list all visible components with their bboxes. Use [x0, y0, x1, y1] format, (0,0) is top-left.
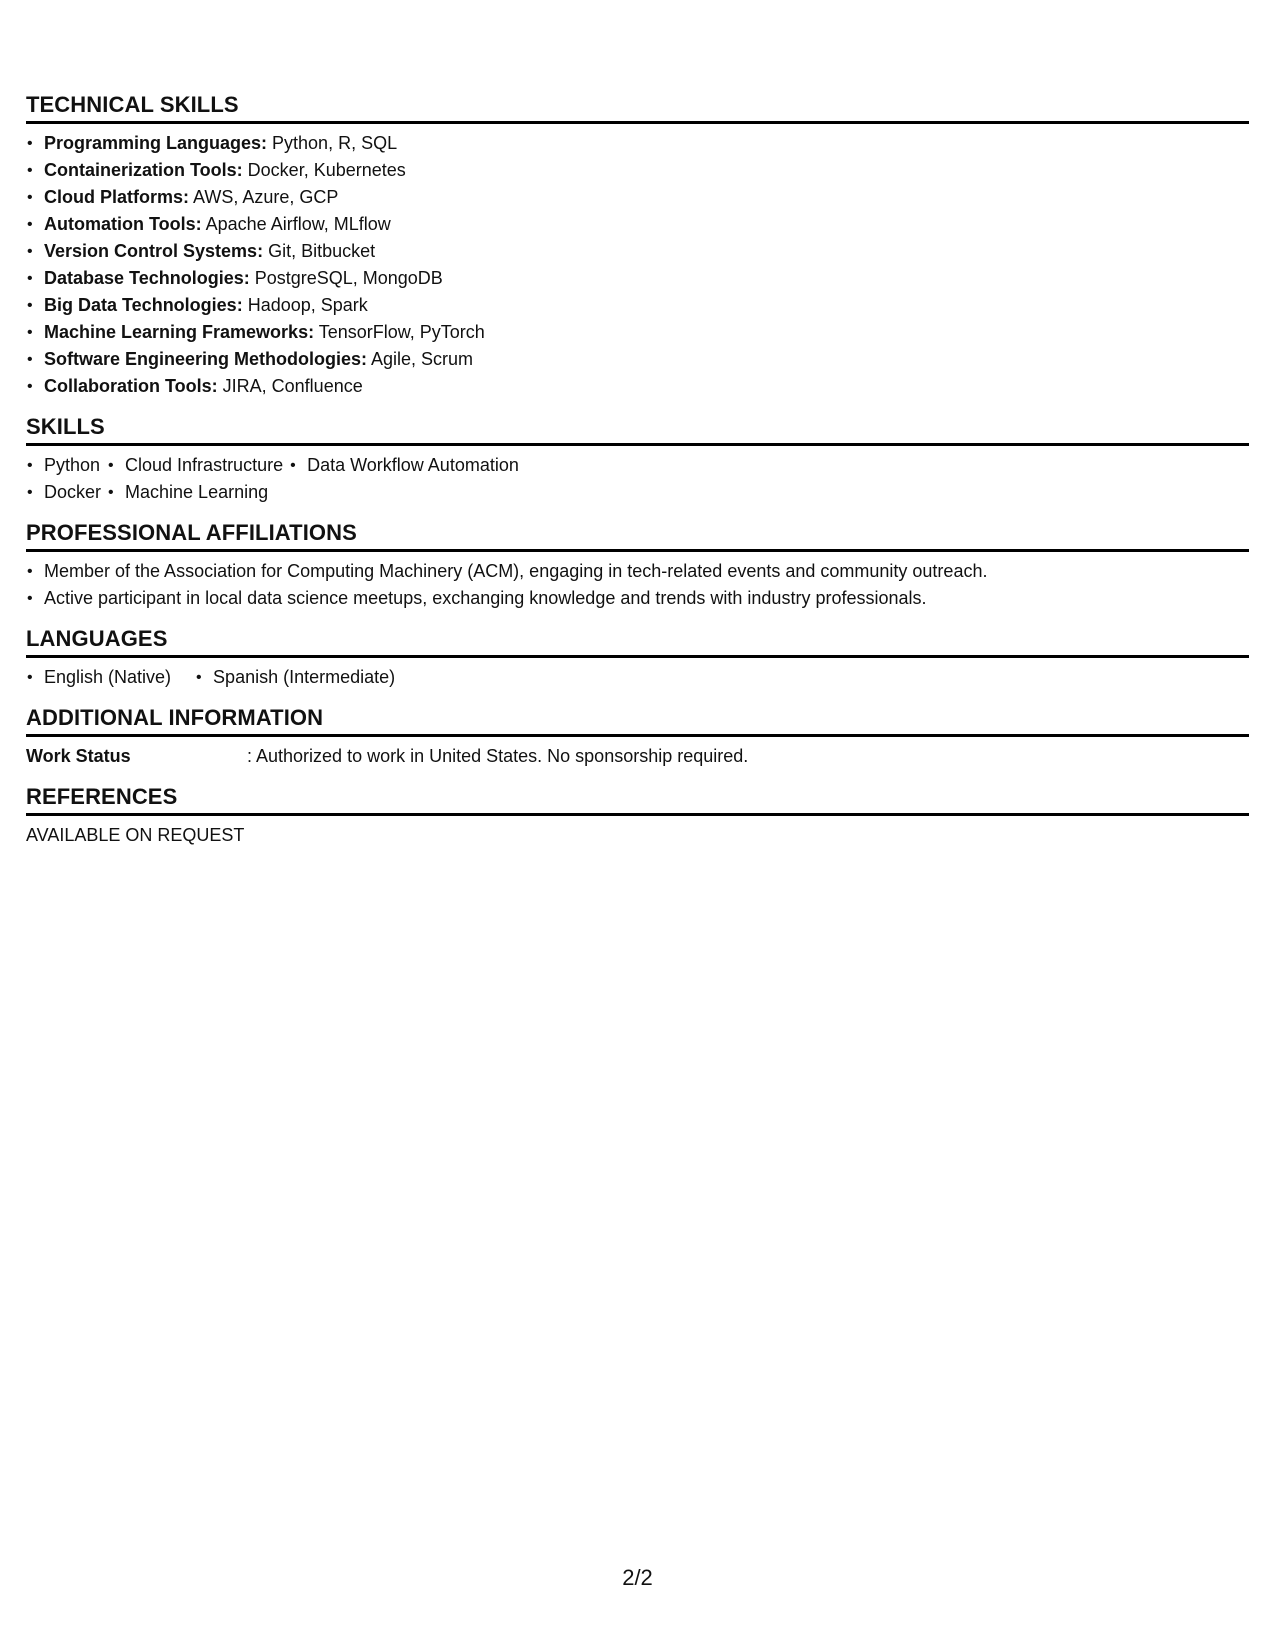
skill-category-value: JIRA, Confluence: [217, 376, 363, 396]
bullet-icon: •: [27, 189, 33, 206]
bullet-icon: •: [27, 484, 33, 501]
skill-category-label: Cloud Platforms:: [44, 187, 190, 207]
list-item: [196, 664, 396, 691]
list-item: [27, 479, 102, 506]
bullet-icon: •: [27, 669, 33, 686]
skill-category-label: Collaboration Tools:: [44, 376, 218, 396]
list-item: [27, 211, 1249, 238]
skills-heading: SKILLS: [26, 414, 105, 439]
bullet-icon: •: [196, 669, 202, 686]
section-divider: [26, 443, 1249, 446]
work-status-row: [26, 743, 1249, 770]
skills-list: [26, 452, 1249, 506]
bullet-icon: •: [27, 162, 33, 179]
list-item: [27, 157, 1249, 184]
references-text: AVAILABLE ON REQUEST: [26, 825, 245, 845]
affiliations-heading: PROFESSIONAL AFFILIATIONS: [26, 520, 357, 545]
bullet-icon: •: [108, 457, 114, 474]
technical-skills-heading: TECHNICAL SKILLS: [26, 92, 239, 117]
skill-category-label: Machine Learning Frameworks:: [44, 322, 315, 342]
section-divider: [26, 734, 1249, 737]
references-heading: REFERENCES: [26, 784, 178, 809]
resume-page: [26, 92, 1249, 863]
work-status-value: : Authorized to work in United States. No sponsorship required.: [247, 746, 749, 766]
list-item: [27, 452, 101, 479]
additional-info-section: [26, 705, 1249, 770]
skill-name: Machine Learning: [125, 482, 269, 502]
list-item: [27, 319, 1249, 346]
list-item: [27, 184, 1249, 211]
skill-category-value: Git, Bitbucket: [263, 241, 376, 261]
section-divider: [26, 813, 1249, 816]
section-divider: [26, 121, 1249, 124]
work-status-label: Work Status: [26, 746, 131, 766]
bullet-icon: •: [27, 270, 33, 287]
skill-category-value: Apache Airflow, MLflow: [201, 214, 391, 234]
bullet-icon: •: [27, 216, 33, 233]
bullet-icon: •: [27, 297, 33, 314]
skill-category-label: Big Data Technologies:: [44, 295, 243, 315]
list-item: [27, 373, 1249, 400]
technical-skills-list: [26, 130, 1249, 400]
skill-category-value: PostgreSQL, MongoDB: [249, 268, 443, 288]
bullet-icon: •: [108, 484, 114, 501]
bullet-icon: •: [27, 243, 33, 260]
bullet-icon: •: [27, 590, 33, 607]
references-section: [26, 784, 1249, 849]
language-name: Spanish (Intermediate): [213, 667, 396, 687]
section-divider: [26, 655, 1249, 658]
affiliations-list: [26, 558, 1249, 612]
bullet-icon: •: [27, 378, 33, 395]
additional-info-heading: ADDITIONAL INFORMATION: [26, 705, 324, 730]
list-item: [27, 558, 1249, 585]
list-item: [108, 452, 284, 479]
skill-category-value: Python, R, SQL: [267, 133, 398, 153]
technical-skills-section: [26, 92, 1249, 400]
skills-section: [26, 414, 1249, 506]
affiliation-text: Member of the Association for Computing Machinery (ACM), engaging in tech-related events and community outreach.: [44, 561, 988, 581]
skill-category-value: TensorFlow, PyTorch: [314, 322, 485, 342]
skill-category-value: Hadoop, Spark: [242, 295, 368, 315]
section-divider: [26, 549, 1249, 552]
list-item: [27, 265, 1249, 292]
skill-category-label: Automation Tools:: [44, 214, 202, 234]
list-item: [290, 452, 519, 479]
skill-category-value: Docker, Kubernetes: [242, 160, 406, 180]
skill-category-value: AWS, Azure, GCP: [189, 187, 339, 207]
bullet-icon: •: [27, 351, 33, 368]
skill-category-value: Agile, Scrum: [367, 349, 474, 369]
page-number: 2/2: [622, 1565, 653, 1590]
list-item: [27, 346, 1249, 373]
skill-category-label: Programming Languages:: [44, 133, 268, 153]
skill-category-label: Database Technologies:: [44, 268, 250, 288]
language-name: English (Native): [44, 667, 172, 687]
list-item: [27, 130, 1249, 157]
skill-category-label: Version Control Systems:: [44, 241, 264, 261]
languages-section: [26, 626, 1249, 691]
bullet-icon: •: [27, 324, 33, 341]
list-item: [27, 238, 1249, 265]
skill-name: Docker: [44, 482, 102, 502]
skill-name: Python: [44, 455, 101, 475]
bullet-icon: •: [27, 457, 33, 474]
skill-name: Data Workflow Automation: [307, 455, 519, 475]
skill-name: Cloud Infrastructure: [125, 455, 284, 475]
list-item: [27, 664, 172, 691]
languages-list: [26, 664, 1249, 691]
languages-heading: LANGUAGES: [26, 626, 168, 651]
bullet-icon: •: [290, 457, 296, 474]
bullet-icon: •: [27, 563, 33, 580]
affiliations-section: [26, 520, 1249, 612]
list-item: [27, 585, 1249, 612]
skill-category-label: Software Engineering Methodologies:: [44, 349, 368, 369]
skill-category-label: Containerization Tools:: [44, 160, 243, 180]
list-item: [108, 479, 283, 506]
list-item: [27, 292, 1249, 319]
affiliation-text: Active participant in local data science meetups, exchanging knowledge and trends with industry professionals.: [44, 588, 927, 608]
bullet-icon: •: [27, 135, 33, 152]
